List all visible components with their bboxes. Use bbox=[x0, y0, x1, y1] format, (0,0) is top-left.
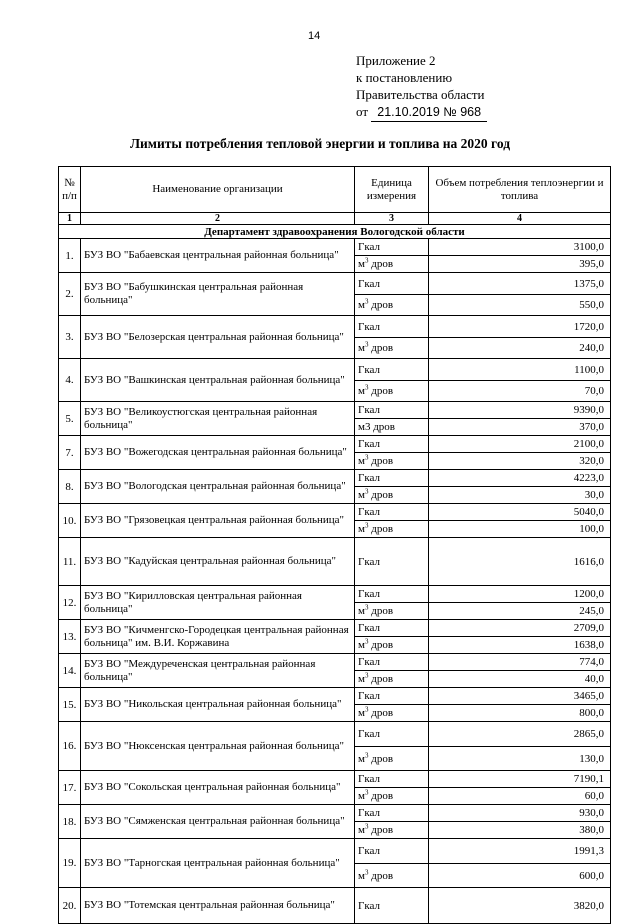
organization-name: БУЗ ВО "Тарногская центральная районная больница" bbox=[81, 839, 355, 888]
unit-suffix: дров bbox=[368, 639, 394, 651]
unit-cell: Гкал bbox=[355, 805, 429, 822]
table-row bbox=[59, 538, 611, 586]
unit-cell: Гкал bbox=[355, 402, 429, 419]
unit-superscript: 3 bbox=[364, 788, 369, 797]
table-row bbox=[59, 722, 611, 747]
annex-number: № 968 bbox=[443, 105, 482, 119]
unit-cell: Гкал bbox=[355, 586, 429, 603]
organization-name: БУЗ ВО "Грязовецкая центральная районная больница" bbox=[81, 504, 355, 538]
unit-suffix: дров bbox=[368, 605, 394, 617]
unit-cell: Гкал bbox=[355, 771, 429, 788]
organization-name: БУЗ ВО "Сокольская центральная районная больница" bbox=[81, 771, 355, 805]
organization-name: БУЗ ВО "Кадуйская центральная районная больница" bbox=[81, 538, 355, 586]
unit-cell: Гкал bbox=[355, 654, 429, 671]
organization-name: БУЗ ВО "Сямженская центральная районная больница" bbox=[81, 805, 355, 839]
volume-cell: 130,0 bbox=[429, 747, 611, 771]
unit-superscript: 3 bbox=[364, 256, 369, 265]
organization-name: БУЗ ВО "Никольская центральная районная больница" bbox=[81, 688, 355, 722]
organization-name: БУЗ ВО "Междуреченская центральная районная больница" bbox=[81, 654, 355, 688]
unit-cell bbox=[355, 295, 429, 316]
unit-suffix: дров bbox=[368, 455, 394, 467]
annex-line-3: Правительства области bbox=[356, 87, 485, 102]
unit-suffix: дров bbox=[368, 824, 394, 836]
volume-cell: 40,0 bbox=[429, 671, 611, 688]
annex-date: 21.10.2019 bbox=[377, 105, 440, 119]
volume-cell: 370,0 bbox=[429, 419, 611, 436]
annex-line-2: к постановлению bbox=[356, 70, 453, 85]
organization-name: БУЗ ВО "Великоустюгская центральная районная больница" bbox=[81, 402, 355, 436]
page-number: 14 bbox=[308, 30, 321, 42]
unit-base: м bbox=[358, 455, 365, 467]
unit-suffix: дров bbox=[368, 673, 394, 685]
table-row bbox=[59, 839, 611, 864]
unit-base: м bbox=[358, 299, 365, 311]
unit-suffix: дров bbox=[368, 299, 394, 311]
column-header-unit: Единица измерения bbox=[355, 167, 429, 213]
unit-base: м bbox=[358, 342, 365, 354]
unit-cell: Гкал bbox=[355, 538, 429, 586]
column-index: 3 bbox=[355, 213, 429, 225]
table-row bbox=[59, 805, 611, 822]
annex-line-4 bbox=[356, 103, 487, 122]
unit-base: м bbox=[358, 790, 365, 802]
annex-line-1: Приложение 2 bbox=[356, 53, 436, 68]
table-row bbox=[59, 888, 611, 924]
volume-cell: 7190,1 bbox=[429, 771, 611, 788]
volume-cell: 550,0 bbox=[429, 295, 611, 316]
row-number: 5. bbox=[59, 402, 81, 436]
organization-name: БУЗ ВО "Вашкинская центральная районная больница" bbox=[81, 359, 355, 402]
unit-cell: Гкал bbox=[355, 273, 429, 295]
unit-cell bbox=[355, 256, 429, 273]
unit-superscript: 3 bbox=[364, 867, 369, 876]
unit-suffix: дров bbox=[368, 523, 394, 535]
unit-superscript: 3 bbox=[364, 705, 369, 714]
volume-cell: 100,0 bbox=[429, 521, 611, 538]
unit-superscript: 3 bbox=[364, 671, 369, 680]
volume-cell: 2709,0 bbox=[429, 620, 611, 637]
unit-cell bbox=[355, 521, 429, 538]
table-header-row bbox=[59, 167, 611, 213]
volume-cell: 395,0 bbox=[429, 256, 611, 273]
unit-cell bbox=[355, 381, 429, 402]
organization-name: БУЗ ВО "Вожегодская центральная районная больница" bbox=[81, 436, 355, 470]
unit-superscript: 3 bbox=[364, 383, 369, 392]
row-number: 7. bbox=[59, 436, 81, 470]
unit-base: м bbox=[358, 707, 365, 719]
unit-cell bbox=[355, 603, 429, 620]
row-number: 1. bbox=[59, 239, 81, 273]
unit-superscript: 3 bbox=[364, 603, 369, 612]
unit-base: м bbox=[358, 523, 365, 535]
column-index: 1 bbox=[59, 213, 81, 225]
table-row bbox=[59, 239, 611, 256]
row-number: 4. bbox=[59, 359, 81, 402]
row-number: 3. bbox=[59, 316, 81, 359]
unit-base: м bbox=[358, 673, 365, 685]
unit-cell: Гкал bbox=[355, 239, 429, 256]
table-body bbox=[59, 213, 611, 924]
unit-base: м bbox=[358, 385, 365, 397]
unit-cell: Гкал bbox=[355, 436, 429, 453]
volume-cell: 2100,0 bbox=[429, 436, 611, 453]
row-number: 2. bbox=[59, 273, 81, 316]
unit-suffix: дров bbox=[368, 869, 394, 882]
unit-base: м bbox=[358, 752, 365, 765]
row-number: 19. bbox=[59, 839, 81, 888]
unit-cell: Гкал bbox=[355, 620, 429, 637]
table-row bbox=[59, 436, 611, 453]
unit-base: м bbox=[358, 639, 365, 651]
row-number: 12. bbox=[59, 586, 81, 620]
volume-cell: 1375,0 bbox=[429, 273, 611, 295]
table-row bbox=[59, 688, 611, 705]
unit-cell: Гкал bbox=[355, 359, 429, 381]
unit-cell: Гкал bbox=[355, 839, 429, 864]
unit-cell: Гкал bbox=[355, 888, 429, 924]
row-number: 11. bbox=[59, 538, 81, 586]
unit-cell: Гкал bbox=[355, 470, 429, 487]
row-number: 15. bbox=[59, 688, 81, 722]
organization-name: БУЗ ВО "Тотемская центральная районная больница" bbox=[81, 888, 355, 924]
table-row bbox=[59, 620, 611, 637]
volume-cell: 4223,0 bbox=[429, 470, 611, 487]
unit-cell bbox=[355, 705, 429, 722]
volume-cell: 240,0 bbox=[429, 338, 611, 359]
organization-name: БУЗ ВО "Белозерская центральная районная больница" bbox=[81, 316, 355, 359]
unit-cell bbox=[355, 822, 429, 839]
row-number: 13. bbox=[59, 620, 81, 654]
unit-cell bbox=[355, 453, 429, 470]
volume-cell: 800,0 bbox=[429, 705, 611, 722]
organization-name: БУЗ ВО "Кичменгско-Городецкая центральная районная больница" им. В.И. Коржавина bbox=[81, 620, 355, 654]
unit-superscript: 3 bbox=[364, 453, 369, 462]
volume-cell: 9390,0 bbox=[429, 402, 611, 419]
unit-suffix: дров bbox=[368, 258, 394, 270]
unit-suffix: дров bbox=[368, 385, 394, 397]
limits-table bbox=[58, 166, 611, 924]
volume-cell: 320,0 bbox=[429, 453, 611, 470]
unit-superscript: 3 bbox=[364, 750, 369, 759]
annex-date-prefix: от bbox=[356, 104, 369, 119]
column-header-no: № п/п bbox=[59, 167, 81, 213]
organization-name: БУЗ ВО "Бабушкинская центральная районная больница" bbox=[81, 273, 355, 316]
table-row bbox=[59, 359, 611, 381]
table-row bbox=[59, 470, 611, 487]
unit-cell bbox=[355, 671, 429, 688]
unit-cell bbox=[355, 637, 429, 654]
table-row bbox=[59, 402, 611, 419]
unit-cell bbox=[355, 338, 429, 359]
volume-cell: 3465,0 bbox=[429, 688, 611, 705]
row-number: 16. bbox=[59, 722, 81, 771]
unit-base: м3 дров bbox=[358, 421, 396, 433]
unit-cell: Гкал bbox=[355, 688, 429, 705]
column-header-volume: Объем потребления теплоэнергии и топлива bbox=[429, 167, 611, 213]
unit-suffix: дров bbox=[368, 489, 394, 501]
unit-base: м bbox=[358, 605, 365, 617]
unit-base: м bbox=[358, 824, 365, 836]
organization-name: БУЗ ВО "Кирилловская центральная районная больница" bbox=[81, 586, 355, 620]
unit-base: м bbox=[358, 489, 365, 501]
department-row bbox=[59, 225, 611, 239]
volume-cell: 1200,0 bbox=[429, 586, 611, 603]
table-row bbox=[59, 771, 611, 788]
column-index: 4 bbox=[429, 213, 611, 225]
volume-cell: 1720,0 bbox=[429, 316, 611, 338]
volume-cell: 600,0 bbox=[429, 864, 611, 888]
unit-cell bbox=[355, 747, 429, 771]
column-index-row bbox=[59, 213, 611, 225]
unit-cell bbox=[355, 487, 429, 504]
volume-cell: 245,0 bbox=[429, 603, 611, 620]
row-number: 14. bbox=[59, 654, 81, 688]
unit-suffix: дров bbox=[368, 342, 394, 354]
row-number: 17. bbox=[59, 771, 81, 805]
unit-superscript: 3 bbox=[364, 822, 369, 831]
volume-cell: 3820,0 bbox=[429, 888, 611, 924]
unit-superscript: 3 bbox=[364, 297, 369, 306]
unit-base: м bbox=[358, 258, 365, 270]
volume-cell: 774,0 bbox=[429, 654, 611, 671]
volume-cell: 1991,3 bbox=[429, 839, 611, 864]
column-header-org: Наименование организации bbox=[81, 167, 355, 213]
unit-cell: Гкал bbox=[355, 722, 429, 747]
volume-cell: 380,0 bbox=[429, 822, 611, 839]
organization-name: БУЗ ВО "Нюксенская центральная районная больница" bbox=[81, 722, 355, 771]
unit-cell: Гкал bbox=[355, 316, 429, 338]
volume-cell: 1616,0 bbox=[429, 538, 611, 586]
document-title: Лимиты потребления тепловой энергии и топлива на 2020 год bbox=[129, 136, 511, 151]
table-row bbox=[59, 586, 611, 603]
unit-cell bbox=[355, 788, 429, 805]
unit-base: м bbox=[358, 869, 365, 882]
volume-cell: 30,0 bbox=[429, 487, 611, 504]
row-number: 8. bbox=[59, 470, 81, 504]
volume-cell: 60,0 bbox=[429, 788, 611, 805]
volume-cell: 5040,0 bbox=[429, 504, 611, 521]
row-number: 18. bbox=[59, 805, 81, 839]
unit-superscript: 3 bbox=[364, 637, 369, 646]
volume-cell: 1100,0 bbox=[429, 359, 611, 381]
unit-superscript: 3 bbox=[364, 521, 369, 530]
annex-block bbox=[356, 52, 487, 122]
row-number: 10. bbox=[59, 504, 81, 538]
organization-name: БУЗ ВО "Бабаевская центральная районная больница" bbox=[81, 239, 355, 273]
unit-cell: Гкал bbox=[355, 504, 429, 521]
unit-cell bbox=[355, 419, 429, 436]
volume-cell: 3100,0 bbox=[429, 239, 611, 256]
annex-date-number bbox=[371, 104, 487, 122]
volume-cell: 1638,0 bbox=[429, 637, 611, 654]
volume-cell: 930,0 bbox=[429, 805, 611, 822]
table-row bbox=[59, 316, 611, 338]
unit-suffix: дров bbox=[368, 707, 394, 719]
table-row bbox=[59, 654, 611, 671]
volume-cell: 70,0 bbox=[429, 381, 611, 402]
column-index: 2 bbox=[81, 213, 355, 225]
unit-superscript: 3 bbox=[364, 487, 369, 496]
unit-cell bbox=[355, 864, 429, 888]
unit-suffix: дров bbox=[368, 752, 394, 765]
unit-superscript: 3 bbox=[364, 340, 369, 349]
row-number: 20. bbox=[59, 888, 81, 924]
table-row bbox=[59, 273, 611, 295]
table-row bbox=[59, 504, 611, 521]
department-name: Департамент здравоохранения Вологодской области bbox=[59, 225, 611, 239]
volume-cell: 2865,0 bbox=[429, 722, 611, 747]
organization-name: БУЗ ВО "Вологодская центральная районная больница" bbox=[81, 470, 355, 504]
unit-suffix: дров bbox=[368, 790, 394, 802]
